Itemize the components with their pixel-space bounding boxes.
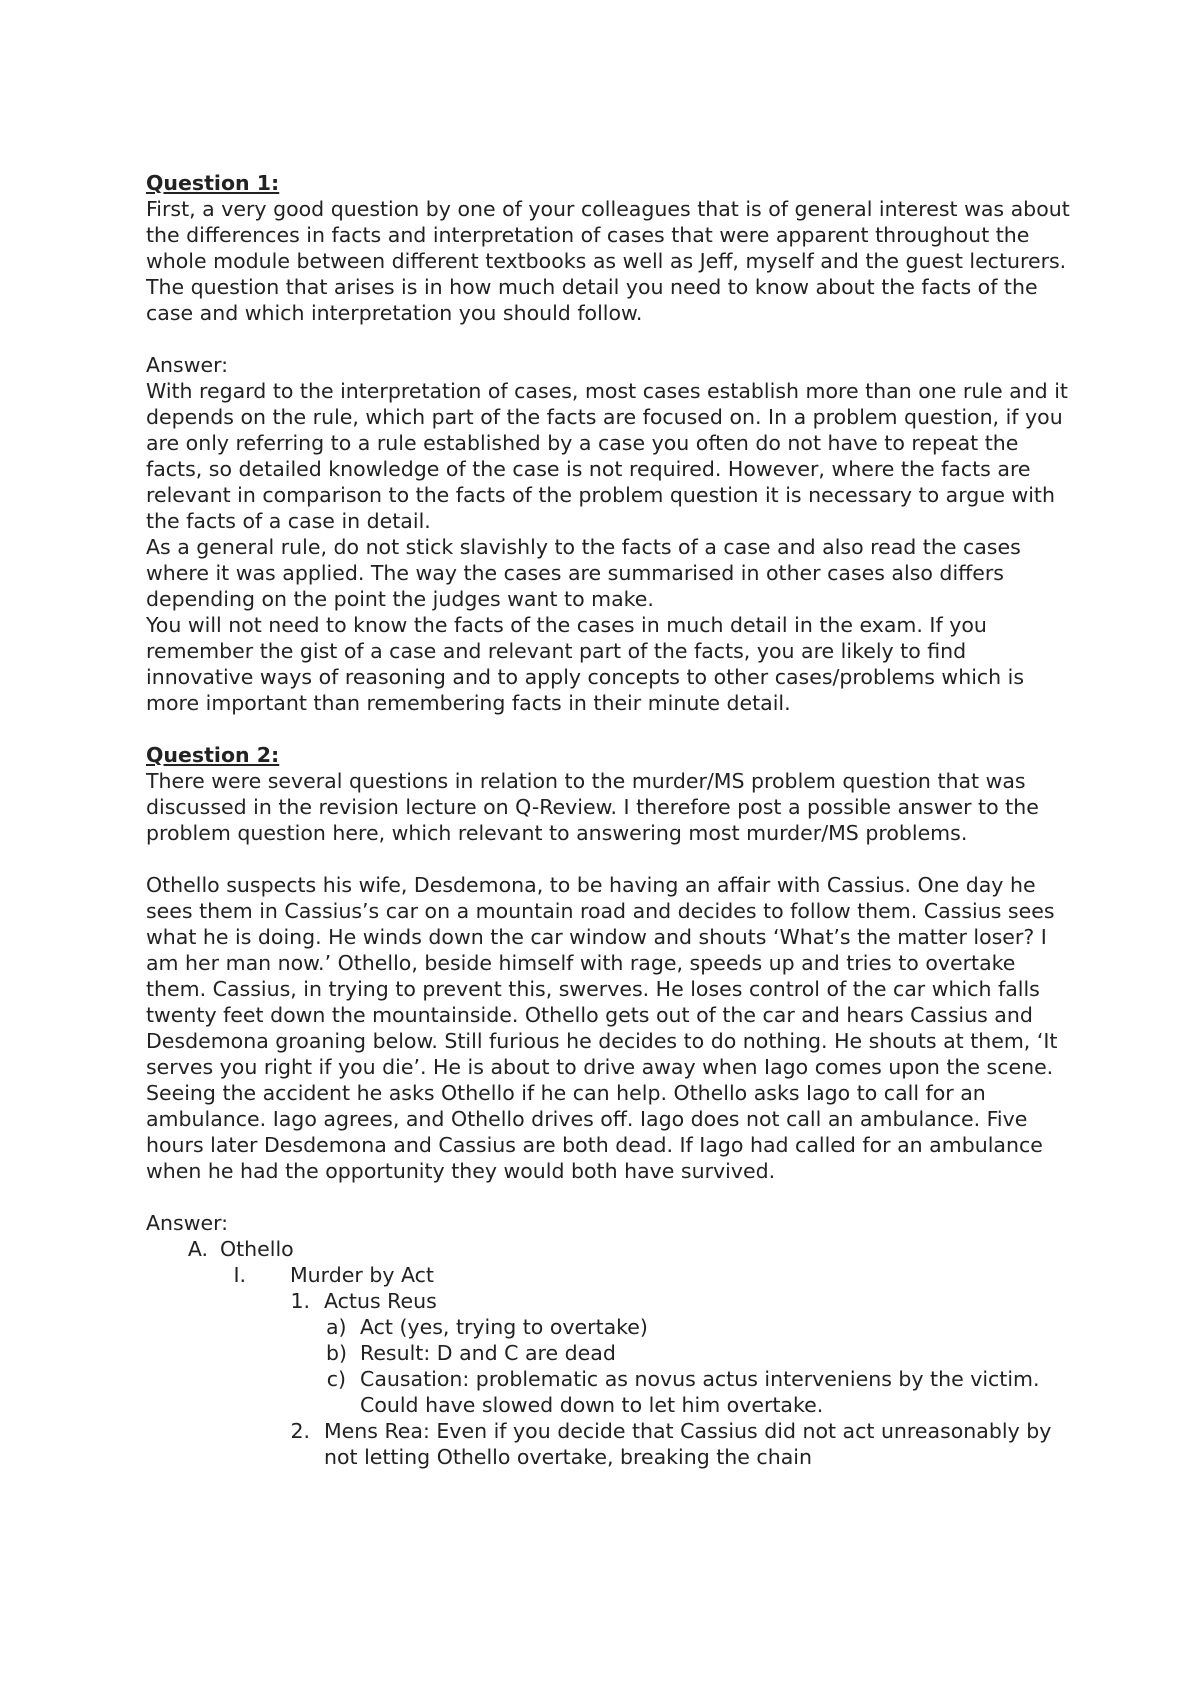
outline-text: Result: D and C are dead xyxy=(360,1341,616,1365)
question-1-heading: Question 1: xyxy=(146,171,280,195)
question-2-text: There were several questions in relation to the murder/MS problem question that was discussed in the revision lecture on Q-Review. I therefore post a possible answer to the problem question here, which relevant to answering most murder/MS problems. xyxy=(146,769,1039,845)
outline-item-result xyxy=(146,1340,1076,1366)
answer-1-paragraph-2: As a general rule, do not stick slavishly to the facts of a case and also read the cases where it was applied. The way the cases are summarised in other cases also differs depending on the point the judges want to make. xyxy=(146,535,1021,611)
outline-text: Murder by Act xyxy=(290,1263,434,1287)
outline-marker: c) xyxy=(326,1367,346,1391)
spacer xyxy=(146,716,1076,742)
outline-marker: I. xyxy=(233,1263,246,1287)
outline-item-othello xyxy=(146,1236,1076,1262)
outline-marker: 2. xyxy=(290,1419,310,1443)
outline-marker: b) xyxy=(326,1341,348,1365)
outline-item-act xyxy=(146,1314,1076,1340)
question-2-heading: Question 2: xyxy=(146,743,280,767)
outline-item-mens-rea xyxy=(146,1418,1076,1470)
outline-marker: A. xyxy=(187,1237,208,1261)
answer-2-label: Answer: xyxy=(146,1211,229,1235)
outline-text: Mens Rea: Even if you decide that Cassius did not act unreasonably by not letting Othello overtake, breaking the chain xyxy=(324,1419,1052,1469)
question-1-text: First, a very good question by one of your colleagues that is of general interest was about the differences in facts and interpretation of cases that were apparent throughout the whole module between different textbooks as well as Jeff, myself and the guest lecturers. The question that arises is in how much detail you need to know about the facts of the case and which interpretation you should follow. xyxy=(146,197,1070,325)
answer-1-paragraph-1: With regard to the interpretation of cases, most cases establish more than one rule and it depends on the rule, which part of the facts are focused on. In a problem question, if you are only referring to a rule established by a case you often do not have to repeat the facts, so detailed knowledge of the case is not required. However, where the facts are relevant in comparison to the facts of the problem question it is necessary to argue with the facts of a case in detail. xyxy=(146,379,1068,533)
outline-item-actus-reus xyxy=(146,1288,1076,1314)
answer-outline xyxy=(146,1236,1076,1470)
answer-1-paragraph-3: You will not need to know the facts of the cases in much detail in the exam. If you remember the gist of a case and relevant part of the facts, you are likely to find innovative ways of reasoning and to apply concepts to other cases/problems which is more important than remembering facts in their minute detail. xyxy=(146,613,1025,715)
outline-text: Actus Reus xyxy=(324,1289,437,1313)
outline-text: Act (yes, trying to overtake) xyxy=(360,1315,648,1339)
outline-text: Causation: problematic as novus actus interveniens by the victim. Could have slowed down to let him overtake. xyxy=(360,1367,1040,1417)
answer-1-label: Answer: xyxy=(146,353,229,377)
document-page xyxy=(146,170,1076,1470)
outline-item-causation xyxy=(146,1366,1076,1418)
outline-marker: 1. xyxy=(290,1289,310,1313)
spacer xyxy=(146,846,1076,872)
outline-item-murder-by-act xyxy=(146,1262,1076,1288)
spacer xyxy=(146,1184,1076,1210)
problem-scenario: Othello suspects his wife, Desdemona, to be having an affair with Cassius. One day he sees them in Cassius’s car on a mountain road and decides to follow them. Cassius sees what he is doing. He winds down the car window and shouts ‘What’s the matter loser? I am her man now.’ Othello, beside himself with rage, speeds up and tries to overtake them. Cassius, in trying to prevent this, swerves. He loses control of the car which falls twenty feet down the mountainside. Othello gets out of the car and hears Cassius and Desdemona groaning below. Still furious he decides to do nothing. He shouts at them, ‘It serves you right if you die’. He is about to drive away when Iago comes upon the scene. Seeing the accident he asks Othello if he can help. Othello asks Iago to call for an ambulance. Iago agrees, and Othello drives off. Iago does not call an ambulance. Five hours later Desdemona and Cassius are both dead. If Iago had called for an ambulance when he had the opportunity they would both have survived. xyxy=(146,873,1058,1183)
outline-marker: a) xyxy=(326,1315,347,1339)
spacer xyxy=(146,326,1076,352)
outline-text: Othello xyxy=(220,1237,294,1261)
